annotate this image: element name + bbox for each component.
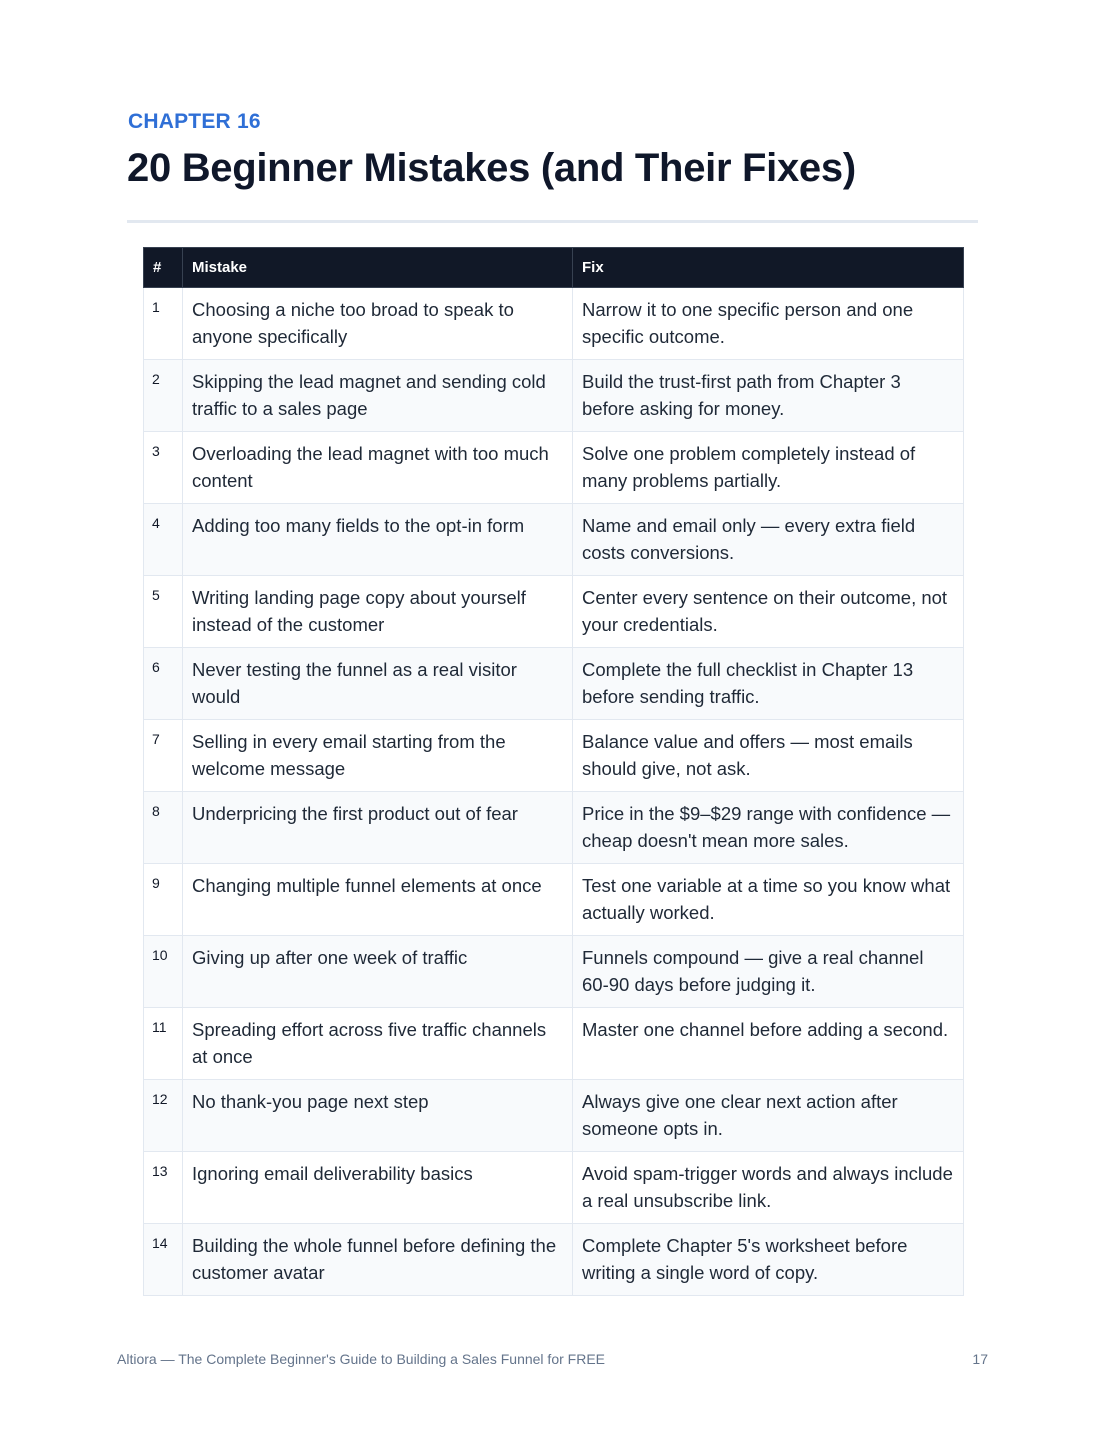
mistake-cell: Building the whole funnel before defining the customer avatar bbox=[183, 1224, 573, 1296]
header-mistake: Mistake bbox=[183, 248, 573, 288]
table-header-row bbox=[144, 248, 964, 288]
table-row bbox=[144, 432, 964, 504]
fix-cell: Master one channel before adding a second. bbox=[573, 1008, 964, 1080]
mistake-cell: Overloading the lead magnet with too much content bbox=[183, 432, 573, 504]
footer-text: Altiora — The Complete Beginner's Guide to Building a Sales Funnel for FREE bbox=[117, 1351, 605, 1367]
row-number: 5 bbox=[144, 576, 183, 648]
mistake-cell: Selling in every email starting from the welcome message bbox=[183, 720, 573, 792]
table-row bbox=[144, 648, 964, 720]
fix-cell: Narrow it to one specific person and one specific outcome. bbox=[573, 288, 964, 360]
mistake-cell: Changing multiple funnel elements at once bbox=[183, 864, 573, 936]
mistake-cell: No thank-you page next step bbox=[183, 1080, 573, 1152]
fix-cell: Funnels compound — give a real channel 60-90 days before judging it. bbox=[573, 936, 964, 1008]
row-number: 7 bbox=[144, 720, 183, 792]
row-number: 13 bbox=[144, 1152, 183, 1224]
mistakes-table bbox=[143, 247, 964, 1296]
fix-cell: Name and email only — every extra field costs conversions. bbox=[573, 504, 964, 576]
page-title: 20 Beginner Mistakes (and Their Fixes) bbox=[127, 146, 856, 190]
fix-cell: Complete the full checklist in Chapter 13 before sending traffic. bbox=[573, 648, 964, 720]
row-number: 3 bbox=[144, 432, 183, 504]
table-row bbox=[144, 792, 964, 864]
row-number: 14 bbox=[144, 1224, 183, 1296]
table-row bbox=[144, 720, 964, 792]
mistake-cell: Writing landing page copy about yourself instead of the customer bbox=[183, 576, 573, 648]
table-row bbox=[144, 504, 964, 576]
header-number: # bbox=[144, 248, 183, 288]
header-fix: Fix bbox=[573, 248, 964, 288]
title-divider bbox=[127, 220, 978, 223]
table-row bbox=[144, 288, 964, 360]
mistake-cell: Underpricing the first product out of fear bbox=[183, 792, 573, 864]
mistake-cell: Spreading effort across five traffic channels at once bbox=[183, 1008, 573, 1080]
footer-page-number: 17 bbox=[972, 1351, 988, 1367]
fix-cell: Balance value and offers — most emails should give, not ask. bbox=[573, 720, 964, 792]
row-number: 10 bbox=[144, 936, 183, 1008]
mistake-cell: Choosing a niche too broad to speak to anyone specifically bbox=[183, 288, 573, 360]
mistake-cell: Adding too many fields to the opt-in form bbox=[183, 504, 573, 576]
fix-cell: Test one variable at a time so you know what actually worked. bbox=[573, 864, 964, 936]
table-row bbox=[144, 576, 964, 648]
fix-cell: Complete Chapter 5's worksheet before writing a single word of copy. bbox=[573, 1224, 964, 1296]
row-number: 11 bbox=[144, 1008, 183, 1080]
mistake-cell: Giving up after one week of traffic bbox=[183, 936, 573, 1008]
chapter-label: CHAPTER 16 bbox=[128, 110, 261, 133]
table-row bbox=[144, 1152, 964, 1224]
mistake-cell: Ignoring email deliverability basics bbox=[183, 1152, 573, 1224]
table-row bbox=[144, 1080, 964, 1152]
mistake-cell: Never testing the funnel as a real visitor would bbox=[183, 648, 573, 720]
table-row bbox=[144, 936, 964, 1008]
mistake-cell: Skipping the lead magnet and sending cold traffic to a sales page bbox=[183, 360, 573, 432]
table-body bbox=[144, 288, 964, 1296]
table-row bbox=[144, 1008, 964, 1080]
row-number: 8 bbox=[144, 792, 183, 864]
table-row bbox=[144, 360, 964, 432]
fix-cell: Build the trust-first path from Chapter 3 before asking for money. bbox=[573, 360, 964, 432]
fix-cell: Center every sentence on their outcome, not your credentials. bbox=[573, 576, 964, 648]
fix-cell: Avoid spam-trigger words and always include a real unsubscribe link. bbox=[573, 1152, 964, 1224]
row-number: 4 bbox=[144, 504, 183, 576]
fix-cell: Price in the $9–$29 range with confidence — cheap doesn't mean more sales. bbox=[573, 792, 964, 864]
table-row bbox=[144, 1224, 964, 1296]
row-number: 9 bbox=[144, 864, 183, 936]
row-number: 2 bbox=[144, 360, 183, 432]
row-number: 6 bbox=[144, 648, 183, 720]
fix-cell: Always give one clear next action after someone opts in. bbox=[573, 1080, 964, 1152]
row-number: 1 bbox=[144, 288, 183, 360]
row-number: 12 bbox=[144, 1080, 183, 1152]
table-row bbox=[144, 864, 964, 936]
fix-cell: Solve one problem completely instead of many problems partially. bbox=[573, 432, 964, 504]
